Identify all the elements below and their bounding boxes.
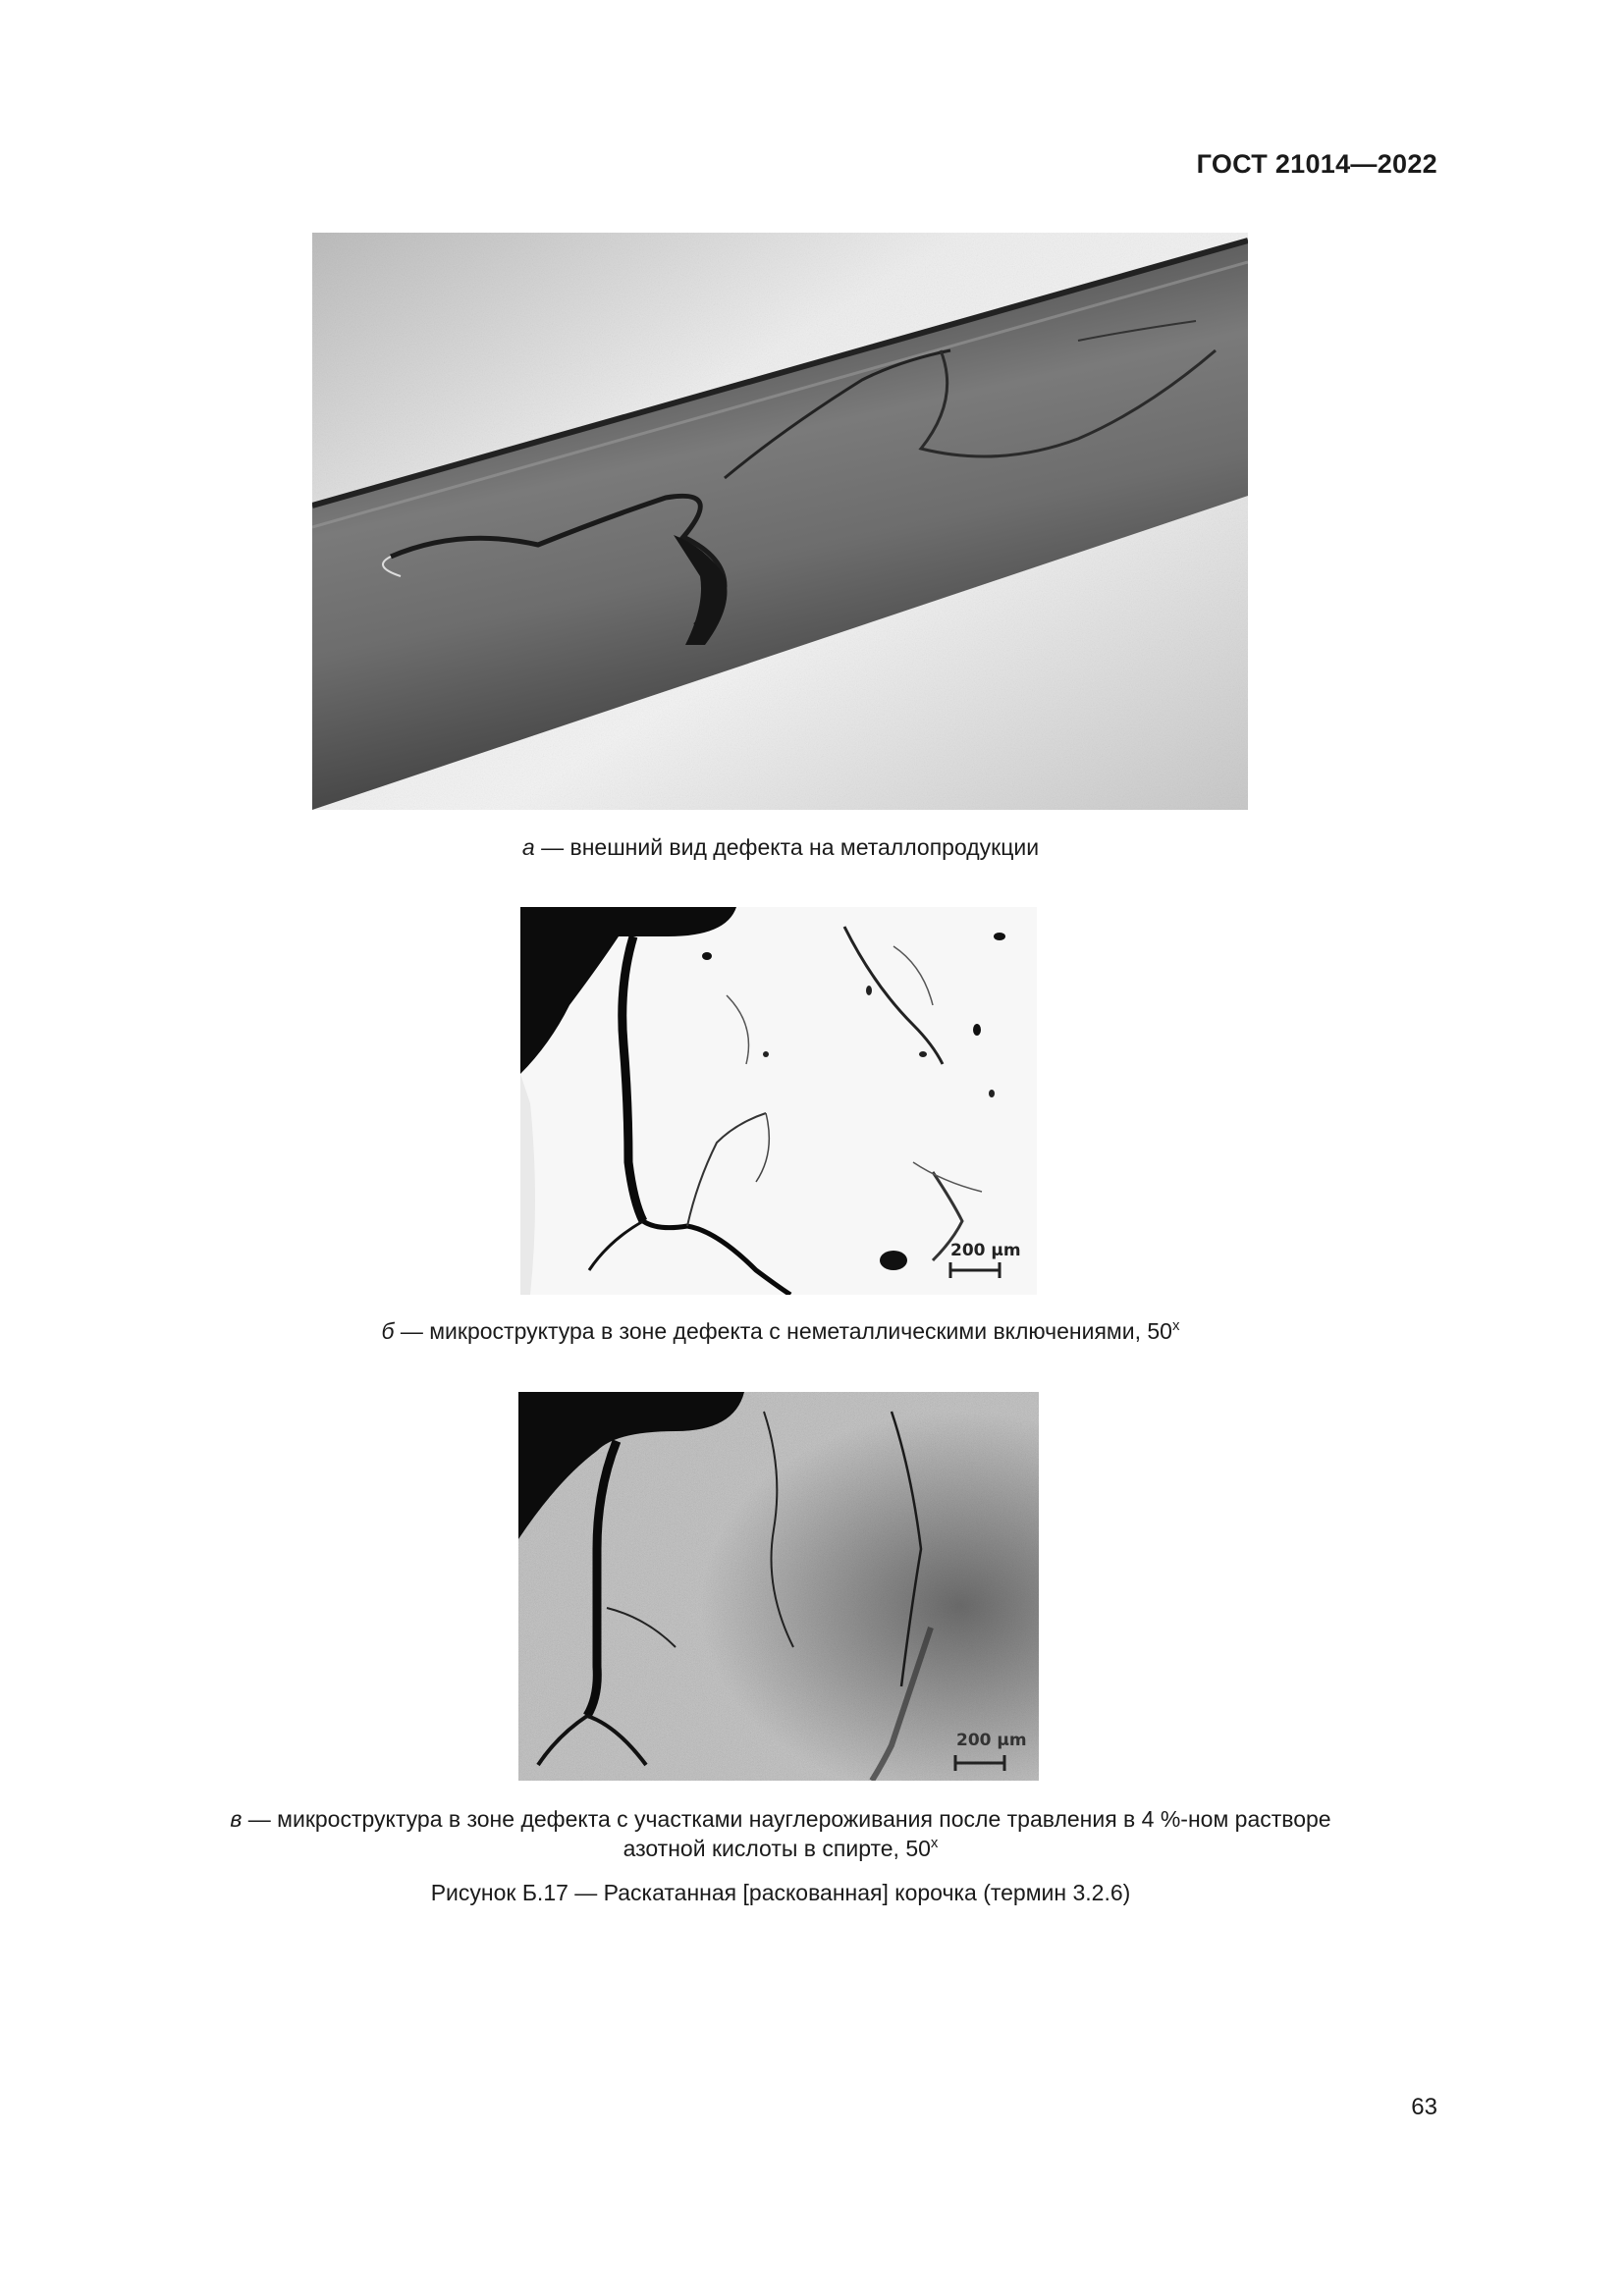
figure-b-caption (147, 1316, 1414, 1346)
figure-b-letter: б (381, 1318, 395, 1344)
figure-a-caption-text: — внешний вид дефекта на металлопродукции (534, 834, 1040, 860)
figure-c-caption-text-1: — микроструктура в зоне дефекта с участками науглероживания после травления в 4 %-ном растворе (242, 1806, 1331, 1832)
figure-c-caption (147, 1804, 1414, 1863)
figure-b-micrograph (520, 907, 1037, 1295)
figure-title: Рисунок Б.17 — Раскатанная [раскованная] корочка (термин 3.2.6) (430, 1880, 1131, 1905)
figure-a-caption (147, 832, 1414, 862)
figure-c-scale-label: 200 μm (956, 1731, 1027, 1750)
figure-c-letter: в (230, 1806, 243, 1832)
micrograph-c-graphic (518, 1392, 1039, 1781)
figure-c-caption-line-2 (147, 1834, 1414, 1863)
figure-b-scale-label: 200 μm (950, 1241, 1021, 1260)
figure-c-magnification-sup: x (930, 1835, 939, 1851)
figure-a-photo (312, 233, 1248, 810)
document-code: ГОСТ 21014—2022 (1196, 149, 1437, 179)
figure-b-caption-text: — микроструктура в зоне дефекта с неметаллическими включениями, 50 (394, 1318, 1172, 1344)
page-number: 63 (1411, 2094, 1437, 2120)
micrograph-b-graphic (520, 907, 1037, 1295)
figure-c-micrograph (518, 1392, 1039, 1781)
rod-photo-graphic (312, 233, 1248, 810)
figure-b-magnification-sup: x (1171, 1317, 1180, 1334)
figure-c-caption-text-2: азотной кислоты в спирте, 50 (623, 1836, 931, 1861)
figure-a-letter: а (521, 834, 535, 860)
figure-c-caption-line-1 (147, 1804, 1414, 1834)
